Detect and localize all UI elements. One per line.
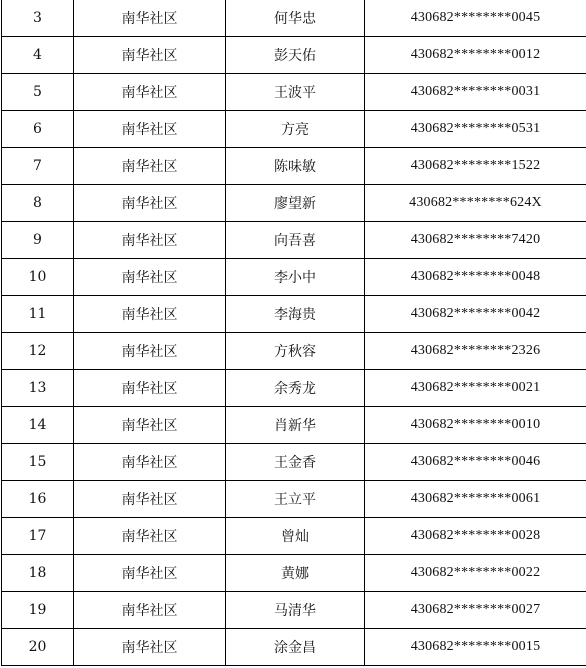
row-number-cell: 16 xyxy=(2,481,74,518)
table-row xyxy=(2,222,586,259)
table-row xyxy=(2,555,586,592)
id-number-cell: 430682********0028 xyxy=(365,518,586,555)
id-number-cell: 430682********624X xyxy=(365,185,586,222)
person-name-cell: 肖新华 xyxy=(226,407,365,444)
table-row xyxy=(2,444,586,481)
person-name-cell: 廖望新 xyxy=(226,185,365,222)
row-number-cell: 13 xyxy=(2,370,74,407)
table-row xyxy=(2,0,586,37)
person-name-cell: 向吾喜 xyxy=(226,222,365,259)
row-number-cell: 19 xyxy=(2,592,74,629)
id-number-cell: 430682********0012 xyxy=(365,37,586,74)
table-row xyxy=(2,629,586,666)
person-name-cell: 李小中 xyxy=(226,259,365,296)
id-number-cell: 430682********0531 xyxy=(365,111,586,148)
person-name-cell: 何华忠 xyxy=(226,0,365,37)
person-name-cell: 马清华 xyxy=(226,592,365,629)
row-number-cell: 10 xyxy=(2,259,74,296)
row-number-cell: 5 xyxy=(2,74,74,111)
table-row xyxy=(2,407,586,444)
table-row xyxy=(2,370,586,407)
row-number-cell: 4 xyxy=(2,37,74,74)
row-number-cell: 17 xyxy=(2,518,74,555)
table-row xyxy=(2,592,586,629)
person-name-cell: 曾灿 xyxy=(226,518,365,555)
person-name-cell: 陈味敏 xyxy=(226,148,365,185)
id-number-cell: 430682********0022 xyxy=(365,555,586,592)
person-name-cell: 王波平 xyxy=(226,74,365,111)
community-cell: 南华社区 xyxy=(74,222,226,259)
community-cell: 南华社区 xyxy=(74,185,226,222)
table-row xyxy=(2,185,586,222)
id-number-cell: 430682********0031 xyxy=(365,74,586,111)
id-number-cell: 430682********0061 xyxy=(365,481,586,518)
community-cell: 南华社区 xyxy=(74,148,226,185)
community-cell: 南华社区 xyxy=(74,592,226,629)
id-number-cell: 430682********0010 xyxy=(365,407,586,444)
roster-table-body xyxy=(2,0,586,666)
table-row xyxy=(2,518,586,555)
row-number-cell: 14 xyxy=(2,407,74,444)
community-cell: 南华社区 xyxy=(74,370,226,407)
person-name-cell: 王立平 xyxy=(226,481,365,518)
id-number-cell: 430682********1522 xyxy=(365,148,586,185)
community-cell: 南华社区 xyxy=(74,111,226,148)
table-row xyxy=(2,148,586,185)
id-number-cell: 430682********2326 xyxy=(365,333,586,370)
person-name-cell: 黄娜 xyxy=(226,555,365,592)
table-row xyxy=(2,111,586,148)
person-name-cell: 余秀龙 xyxy=(226,370,365,407)
community-cell: 南华社区 xyxy=(74,444,226,481)
table-row xyxy=(2,74,586,111)
community-cell: 南华社区 xyxy=(74,333,226,370)
community-cell: 南华社区 xyxy=(74,259,226,296)
id-number-cell: 430682********0015 xyxy=(365,629,586,666)
person-name-cell: 彭天佑 xyxy=(226,37,365,74)
row-number-cell: 18 xyxy=(2,555,74,592)
row-number-cell: 9 xyxy=(2,222,74,259)
community-cell: 南华社区 xyxy=(74,407,226,444)
person-name-cell: 方亮 xyxy=(226,111,365,148)
community-cell: 南华社区 xyxy=(74,37,226,74)
community-cell: 南华社区 xyxy=(74,555,226,592)
person-name-cell: 李海贵 xyxy=(226,296,365,333)
row-number-cell: 11 xyxy=(2,296,74,333)
table-row xyxy=(2,296,586,333)
table-row xyxy=(2,481,586,518)
community-cell: 南华社区 xyxy=(74,296,226,333)
table-row xyxy=(2,333,586,370)
id-number-cell: 430682********0027 xyxy=(365,592,586,629)
community-cell: 南华社区 xyxy=(74,518,226,555)
id-number-cell: 430682********7420 xyxy=(365,222,586,259)
community-cell: 南华社区 xyxy=(74,629,226,666)
row-number-cell: 7 xyxy=(2,148,74,185)
table-row xyxy=(2,37,586,74)
id-number-cell: 430682********0046 xyxy=(365,444,586,481)
row-number-cell: 8 xyxy=(2,185,74,222)
row-number-cell: 12 xyxy=(2,333,74,370)
row-number-cell: 15 xyxy=(2,444,74,481)
id-number-cell: 430682********0021 xyxy=(365,370,586,407)
person-name-cell: 涂金昌 xyxy=(226,629,365,666)
community-cell: 南华社区 xyxy=(74,74,226,111)
table-row xyxy=(2,259,586,296)
community-cell: 南华社区 xyxy=(74,0,226,37)
person-name-cell: 方秋容 xyxy=(226,333,365,370)
id-number-cell: 430682********0045 xyxy=(365,0,586,37)
row-number-cell: 20 xyxy=(2,629,74,666)
id-number-cell: 430682********0042 xyxy=(365,296,586,333)
row-number-cell: 3 xyxy=(2,0,74,37)
row-number-cell: 6 xyxy=(2,111,74,148)
person-name-cell: 王金香 xyxy=(226,444,365,481)
roster-table xyxy=(1,0,586,666)
community-cell: 南华社区 xyxy=(74,481,226,518)
id-number-cell: 430682********0048 xyxy=(365,259,586,296)
